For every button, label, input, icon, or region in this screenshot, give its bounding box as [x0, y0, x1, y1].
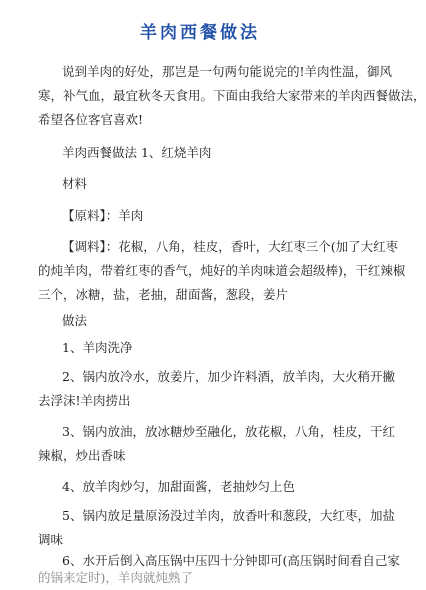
- intro-line-1: 说到羊肉的好处，那岂是一句两句能说完的!羊肉性温，御风: [62, 64, 393, 79]
- step-6-line-1: 6、水开后倒入高压锅中压四十分钟即可(高压锅时间看自己家: [62, 553, 400, 568]
- recipe-title: 羊肉西餐做法 1、红烧羊肉: [62, 145, 212, 160]
- seasoning-line-3: 三个，冰糖，盐，老抽，甜面酱，葱段，姜片: [38, 287, 289, 302]
- intro-line-3: 希望各位客官喜欢!: [38, 112, 144, 127]
- step-1: 1、羊肉洗净: [62, 340, 133, 355]
- step-3-line-2: 辣椒，炒出香味: [38, 448, 126, 463]
- intro-line-2: 寒，补气血，最宜秋冬天食用。下面由我给大家带来的羊肉西餐做法，: [38, 88, 426, 103]
- document-title: 羊肉西餐做法: [140, 23, 260, 43]
- step-2-line-1: 2、锅内放冷水，放姜片，加少许料酒，放羊肉，大火稍开撇: [62, 369, 395, 384]
- step-6-line-2: 的锅来定时)，羊肉就炖熟了: [38, 570, 193, 585]
- seasoning-line-2: 的炖羊肉，带着红枣的香气，炖好的羊肉味道会超级棒)，干红辣椒: [38, 263, 406, 278]
- seasoning-line-1: 【调料】：花椒，八角，桂皮，香叶，大红枣三个(加了大红枣: [62, 239, 399, 254]
- step-3-line-1: 3、锅内放油，放冰糖炒至融化，放花椒，八角，桂皮，干红: [62, 424, 395, 439]
- method-heading: 做法: [62, 313, 88, 328]
- step-5-line-1: 5、锅内放足量原汤没过羊肉，放香叶和葱段，大红枣，加盐: [62, 508, 395, 523]
- main-ingredient: 【原料】：羊肉: [62, 208, 144, 223]
- step-5-line-2: 调味: [38, 532, 64, 547]
- materials-heading: 材料: [62, 176, 88, 191]
- step-4: 4、放羊肉炒匀，加甜面酱，老抽炒匀上色: [62, 479, 295, 494]
- step-2-line-2: 去浮沫!羊肉捞出: [38, 393, 131, 408]
